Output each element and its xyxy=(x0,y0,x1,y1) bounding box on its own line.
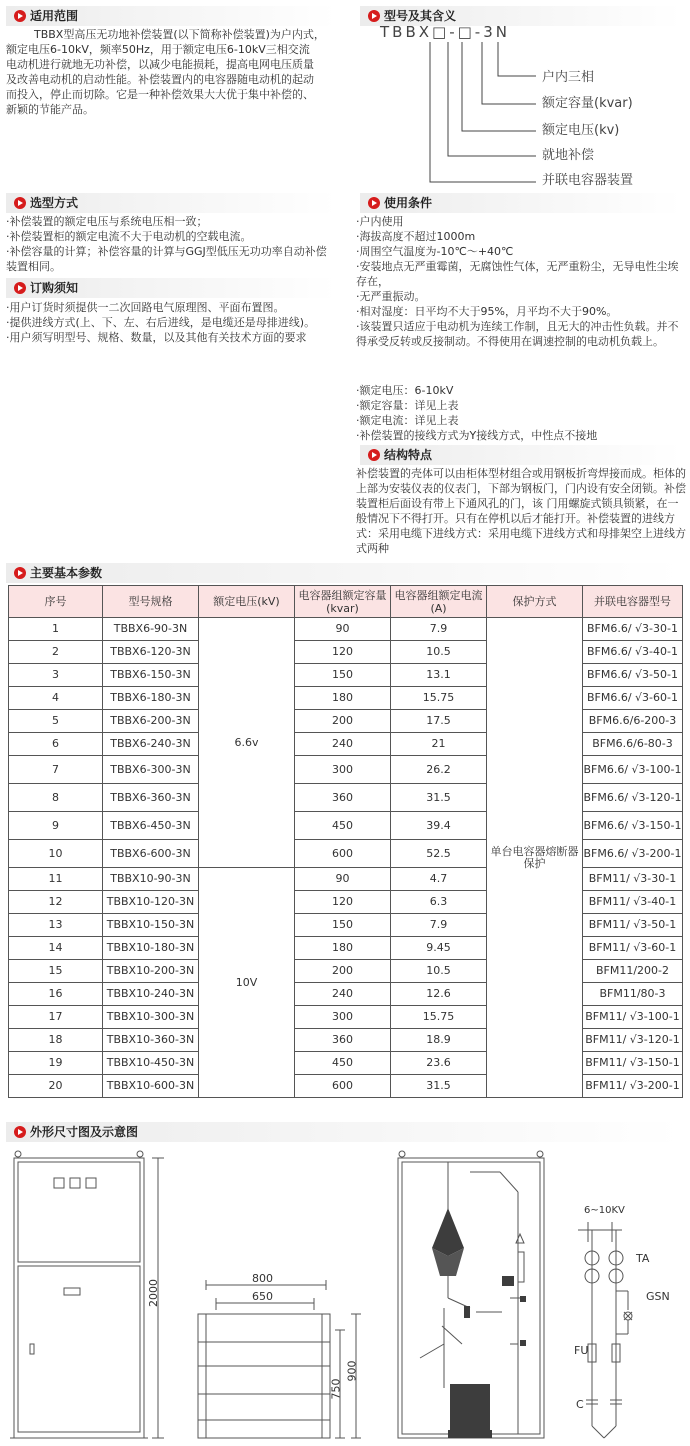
cell-current: 10.5 xyxy=(391,641,487,664)
cell-model: TBBX10-240-3N xyxy=(103,983,199,1006)
cell-capacitor-model: BFM11/200-2 xyxy=(583,960,683,983)
cell-capacity: 200 xyxy=(295,710,391,733)
cell-no: 14 xyxy=(9,937,103,960)
cell-model: TBBX10-150-3N xyxy=(103,914,199,937)
scope-header xyxy=(6,6,336,26)
dim-width-inner-label: 650 xyxy=(252,1290,273,1303)
cell-capacitor-model: BFM11/ √3-120-1 xyxy=(583,1029,683,1052)
cell-current: 18.9 xyxy=(391,1029,487,1052)
cell-capacitor-model: BFM11/ √3-40-1 xyxy=(583,891,683,914)
cell-capacity: 90 xyxy=(295,868,391,891)
col-header-current: 电容器组额定电流(A) xyxy=(391,586,487,618)
dim-depth-outer-label: 900 xyxy=(345,1360,359,1382)
cell-voltage: 6.6v xyxy=(199,618,295,868)
order-title: 订购须知 xyxy=(30,281,79,295)
bullet-arrow-icon xyxy=(368,10,380,22)
cell-capacity: 120 xyxy=(295,641,391,664)
model-label-local: 就地补偿 xyxy=(542,148,595,163)
cell-capacity: 450 xyxy=(295,812,391,840)
selection-title: 选型方式 xyxy=(30,196,79,210)
cell-no: 11 xyxy=(9,868,103,891)
cell-capacity: 150 xyxy=(295,664,391,687)
cell-no: 1 xyxy=(9,618,103,641)
bullet-arrow-icon xyxy=(368,449,380,461)
model-label-indoor: 户内三相 xyxy=(542,70,595,85)
model-label-voltage: 额定电压(kv) xyxy=(542,123,620,138)
model-label-parallel: 并联电容器装置 xyxy=(542,173,634,188)
cell-no: 17 xyxy=(9,1006,103,1029)
conditions-title: 使用条件 xyxy=(384,196,433,210)
cell-model: TBBX6-600-3N xyxy=(103,840,199,868)
cell-current: 23.6 xyxy=(391,1052,487,1075)
params-header xyxy=(6,563,682,583)
cell-current: 17.5 xyxy=(391,710,487,733)
order-header xyxy=(6,278,336,298)
cell-no: 7 xyxy=(9,756,103,784)
cell-capacitor-model: BFM6.6/ √3-50-1 xyxy=(583,664,683,687)
conditions-header xyxy=(360,193,682,213)
cell-capacity: 300 xyxy=(295,756,391,784)
table-header-row xyxy=(9,586,683,618)
cell-model: TBBX10-450-3N xyxy=(103,1052,199,1075)
cell-model: TBBX10-200-3N xyxy=(103,960,199,983)
cell-capacitor-model: BFM6.6/ √3-60-1 xyxy=(583,687,683,710)
cell-capacitor-model: BFM11/ √3-30-1 xyxy=(583,868,683,891)
cell-no: 9 xyxy=(9,812,103,840)
params-table xyxy=(8,585,683,1098)
scope-text: TBBX型高压无功地补偿装置(以下简称补偿装置)为户内式， 额定电压6-10kV，频率50Hz，用于额定电压6-10kV三相交流 电动机进行就地无功补偿，以减少电能损耗，提高电网电压质量 及改善电动机的启动性能。补偿装置内的电容器随电动机的起动 而投入，停止而切除。它是一种补偿效果大大优于集中补偿的、 新颖的节能产品。 xyxy=(6,28,325,116)
cell-current: 7.9 xyxy=(391,914,487,937)
model-label-capacity: 额定容量(kvar) xyxy=(542,96,633,111)
cell-current: 9.45 xyxy=(391,937,487,960)
cell-capacity: 240 xyxy=(295,983,391,1006)
dim-depth-inner-label: 750 xyxy=(329,1378,343,1400)
cell-model: TBBX10-300-3N xyxy=(103,1006,199,1029)
cabinet-base-view xyxy=(192,1270,372,1444)
cell-no: 19 xyxy=(9,1052,103,1075)
cell-model: TBBX10-360-3N xyxy=(103,1029,199,1052)
cell-current: 10.5 xyxy=(391,960,487,983)
cell-capacity: 120 xyxy=(295,891,391,914)
dim-width-outer-label: 800 xyxy=(252,1272,273,1285)
cell-capacity: 300 xyxy=(295,1006,391,1029)
model-code-diagram xyxy=(360,40,680,195)
cell-model: TBBX6-90-3N xyxy=(103,618,199,641)
cell-model: TBBX6-450-3N xyxy=(103,812,199,840)
cell-no: 2 xyxy=(9,641,103,664)
cell-model: TBBX6-150-3N xyxy=(103,664,199,687)
col-header-capacitor: 并联电容器型号 xyxy=(583,586,683,618)
cell-current: 4.7 xyxy=(391,868,487,891)
cell-current: 52.5 xyxy=(391,840,487,868)
cell-current: 13.1 xyxy=(391,664,487,687)
dim-height-label: 2000 xyxy=(147,1279,160,1307)
cell-capacitor-model: BFM6.6/ √3-40-1 xyxy=(583,641,683,664)
cell-model: TBBX10-120-3N xyxy=(103,891,199,914)
structure-header xyxy=(360,445,682,465)
schematic-voltage-label: 6~10KV xyxy=(584,1205,625,1216)
cell-no: 13 xyxy=(9,914,103,937)
cell-no: 18 xyxy=(9,1029,103,1052)
cell-capacitor-model: BFM11/ √3-100-1 xyxy=(583,1006,683,1029)
bullet-arrow-icon xyxy=(14,567,26,579)
cell-current: 6.3 xyxy=(391,891,487,914)
cell-capacitor-model: BFM6.6/ √3-150-1 xyxy=(583,812,683,840)
col-header-voltage: 额定电压(kV) xyxy=(199,586,295,618)
cell-no: 16 xyxy=(9,983,103,1006)
cell-capacity: 240 xyxy=(295,733,391,756)
cell-capacitor-model: BFM11/ √3-150-1 xyxy=(583,1052,683,1075)
selection-list: ·补偿装置的额定电压与系统电压相一致； ·补偿装置柜的额定电流不大于电动机的空载电流。 ·补偿容量的计算；补偿容量的计算与GGJ型低压无功功率自动补偿装置相同。 xyxy=(6,215,327,273)
cell-current: 39.4 xyxy=(391,812,487,840)
cell-model: TBBX6-360-3N xyxy=(103,784,199,812)
cell-current: 21 xyxy=(391,733,487,756)
cell-capacitor-model: BFM6.6/6-200-3 xyxy=(583,710,683,733)
col-header-protection: 保护方式 xyxy=(487,586,583,618)
cell-protection: 单台电容器熔断器保护 xyxy=(487,618,583,1098)
params-title: 主要基本参数 xyxy=(30,566,103,580)
cell-capacitor-model: BFM11/80-3 xyxy=(583,983,683,1006)
cell-current: 12.6 xyxy=(391,983,487,1006)
cabinet-section-view xyxy=(390,1148,560,1444)
schematic-fu-label: FU xyxy=(574,1344,589,1357)
cell-current: 7.9 xyxy=(391,618,487,641)
bullet-arrow-icon xyxy=(14,282,26,294)
cell-model: TBBX10-600-3N xyxy=(103,1075,199,1098)
cell-capacity: 600 xyxy=(295,840,391,868)
cell-no: 15 xyxy=(9,960,103,983)
cell-model: TBBX10-90-3N xyxy=(103,868,199,891)
bullet-arrow-icon xyxy=(14,10,26,22)
cell-capacitor-model: BFM6.6/ √3-100-1 xyxy=(583,756,683,784)
model-code: TBBX□-□-3N xyxy=(380,23,510,41)
drawing-header xyxy=(6,1122,682,1142)
cell-capacity: 360 xyxy=(295,1029,391,1052)
conditions-list: ·户内使用 ·海拔高度不超过1000m ·周围空气温度为-10℃～+40℃ ·安装地点无严重霉菌，无腐蚀性气体，无严重粉尘，无导电性尘埃存在， ·无严重振动。 ·相对湿度：日平均不大于95%，月平均不大于90%。 ·该装置只适应于电动机为连续工作制，且无大的冲击性负载。并不得承受反转或反接制动。不得使用在调速控制的电动机负载上。 xyxy=(356,215,679,348)
cell-current: 31.5 xyxy=(391,784,487,812)
cell-capacitor-model: BFM6.6/6-80-3 xyxy=(583,733,683,756)
cell-current: 26.2 xyxy=(391,756,487,784)
cell-capacity: 180 xyxy=(295,937,391,960)
cell-model: TBBX6-120-3N xyxy=(103,641,199,664)
cell-model: TBBX6-300-3N xyxy=(103,756,199,784)
cell-capacity: 450 xyxy=(295,1052,391,1075)
cell-capacitor-model: BFM11/ √3-200-1 xyxy=(583,1075,683,1098)
bullet-arrow-icon xyxy=(14,197,26,209)
cell-capacitor-model: BFM11/ √3-60-1 xyxy=(583,937,683,960)
cell-no: 4 xyxy=(9,687,103,710)
col-header-model: 型号规格 xyxy=(103,586,199,618)
cell-capacity: 600 xyxy=(295,1075,391,1098)
cell-capacity: 90 xyxy=(295,618,391,641)
scope-title: 适用范围 xyxy=(30,9,79,23)
order-list: ·用户订货时须提供一二次回路电气原理图、平面布置图。 ·提供进线方式(上、下、左、右后进线，是电缆还是母排进线)。 ·用户须写明型号、规格、数量，以及其他有关技术方面的要求 xyxy=(6,301,316,344)
cell-voltage: 10V xyxy=(199,868,295,1098)
cell-no: 20 xyxy=(9,1075,103,1098)
table-row xyxy=(9,618,683,641)
cell-capacity: 180 xyxy=(295,687,391,710)
cell-no: 3 xyxy=(9,664,103,687)
cell-capacitor-model: BFM11/ √3-50-1 xyxy=(583,914,683,937)
cell-capacitor-model: BFM6.6/ √3-200-1 xyxy=(583,840,683,868)
cell-current: 31.5 xyxy=(391,1075,487,1098)
col-header-no: 序号 xyxy=(9,586,103,618)
bullet-arrow-icon xyxy=(14,1126,26,1138)
ratings-list: ·额定电压：6-10kV ·额定容量：详见上表 ·额定电流：详见上表 ·补偿装置的接线方式为Y接线方式，中性点不接地 xyxy=(356,384,598,442)
drawing-title: 外形尺寸图及示意图 xyxy=(30,1125,139,1139)
model-title: 型号及其含义 xyxy=(384,9,457,23)
col-header-capacity: 电容器组额定容量(kvar) xyxy=(295,586,391,618)
cell-capacitor-model: BFM6.6/ √3-30-1 xyxy=(583,618,683,641)
cell-capacity: 150 xyxy=(295,914,391,937)
cell-no: 5 xyxy=(9,710,103,733)
selection-header xyxy=(6,193,336,213)
cell-current: 15.75 xyxy=(391,687,487,710)
schematic-gsn-label: GSN xyxy=(646,1290,670,1303)
cell-model: TBBX6-180-3N xyxy=(103,687,199,710)
cell-model: TBBX10-180-3N xyxy=(103,937,199,960)
cell-model: TBBX6-240-3N xyxy=(103,733,199,756)
schematic-ta-label: TA xyxy=(636,1252,650,1265)
cell-capacitor-model: BFM6.6/ √3-120-1 xyxy=(583,784,683,812)
cell-current: 15.75 xyxy=(391,1006,487,1029)
schematic-c-label: C xyxy=(576,1398,584,1411)
cell-model: TBBX6-200-3N xyxy=(103,710,199,733)
cell-no: 6 xyxy=(9,733,103,756)
structure-title: 结构特点 xyxy=(384,448,433,462)
cell-capacity: 360 xyxy=(295,784,391,812)
bullet-arrow-icon xyxy=(368,197,380,209)
cell-no: 8 xyxy=(9,784,103,812)
cell-capacity: 200 xyxy=(295,960,391,983)
structure-text: 补偿装置的壳体可以由柜体型材组合或用钢板折弯焊接而成。柜体的上部为安装仪表的仪表门，下部为钢板门，门内设有安全闭锁。补偿装置柜后面设有带上下通风孔的门，该 门用螺旋式锁具锁紧，在一般情况下不得打开。只有在停机以后才能打开。补偿装置的进线方式：采用电缆下进线方式：采用电缆下进线方式和母排架空上进线方式两种 xyxy=(356,467,686,555)
cell-no: 10 xyxy=(9,840,103,868)
cell-no: 12 xyxy=(9,891,103,914)
